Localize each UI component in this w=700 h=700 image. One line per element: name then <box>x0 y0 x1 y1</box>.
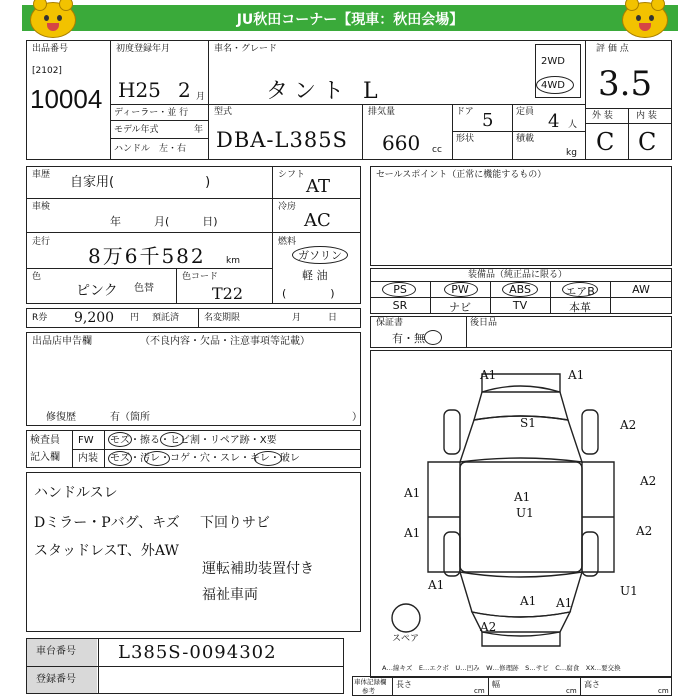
length-label: 長さ <box>396 680 412 689</box>
fw-items: モズ・擦る・ヒビ割・リペア跡・X要 <box>110 435 277 446</box>
equipment-item: PS <box>393 283 407 296</box>
type-value: DBA-L385S <box>216 128 348 152</box>
equipment-item: SR <box>392 299 408 312</box>
deposit-label: 預託済 <box>152 313 180 323</box>
cc-unit: cc <box>432 145 442 155</box>
fuel-paren: ( ) <box>282 287 335 300</box>
equipment-item: ABS <box>509 283 531 296</box>
cm-unit: cm <box>474 687 485 695</box>
damage-mark: A1 <box>568 368 585 382</box>
exterior-label: 外 装 <box>592 111 613 121</box>
bear-mascot-icon <box>30 2 76 38</box>
sales-point-block <box>370 166 672 266</box>
note-line: 運転補助装置付き <box>202 561 314 577</box>
chassis-value: L385S-0094302 <box>118 642 277 663</box>
note-line: 福祉車両 <box>202 587 258 603</box>
shape-label: 形状 <box>456 134 475 144</box>
door-label: ドア <box>456 107 474 117</box>
name-label: 車名・グレード <box>214 44 278 54</box>
ac-value: AC <box>304 210 331 231</box>
lot-code: [2102] <box>32 66 62 76</box>
note-line: Dミラー・Pバグ、キズ <box>34 515 180 531</box>
repair-value: 有（箇所 <box>110 412 150 423</box>
lot-label: 出品番号 <box>32 44 69 54</box>
inspector-mark <box>254 451 282 466</box>
damage-mark: A1 <box>428 578 445 592</box>
note-line: スタッドレスT、外AW <box>34 543 179 559</box>
displacement-label: 排気量 <box>368 107 396 117</box>
damage-mark: A1 <box>520 594 537 608</box>
equipment-item: AW <box>632 283 650 296</box>
equipment-mark <box>502 282 538 297</box>
mileage-label: 走行 <box>32 237 51 247</box>
color-code-label: 色コード <box>182 272 219 282</box>
report-label: 出品店申告欄 <box>32 336 92 347</box>
registration-label: 登録番号 <box>36 674 76 685</box>
vehicle-type-label: 車歴 <box>32 170 51 180</box>
damage-mark: U1 <box>620 584 638 598</box>
capacity-value: 4 <box>548 111 560 132</box>
fuel-label: 燃料 <box>278 237 297 247</box>
cm-unit: cm <box>566 687 577 695</box>
damage-mark: S1 <box>520 416 536 430</box>
ac-label: 冷房 <box>278 202 297 212</box>
grade-value: 3.5 <box>598 64 653 104</box>
month-unit: 月 <box>196 92 206 102</box>
height-label: 高さ <box>584 680 600 689</box>
first-reg-month: 2 <box>178 78 191 102</box>
recycle-unit: 円 <box>130 313 140 323</box>
guarantee-value: 有・無 <box>392 332 425 345</box>
vehicle-type-value: 自家用( ) <box>70 175 211 190</box>
km-unit: km <box>226 256 240 266</box>
first-reg-era: H25 <box>118 78 161 102</box>
repair-close: ） <box>352 412 362 423</box>
inspector-label-2: 記入欄 <box>30 452 60 463</box>
color-label: 色 <box>32 272 42 282</box>
damage-mark: A2 <box>480 620 497 634</box>
exterior-value: C <box>596 128 615 156</box>
equipment-item: PW <box>451 283 469 296</box>
model-year-label: モデル年式 <box>114 125 159 135</box>
later-label: 後日品 <box>470 318 498 328</box>
fuel-diesel: 軽 油 <box>302 269 328 282</box>
door-value: 5 <box>482 110 494 131</box>
cm-unit: cm <box>658 687 669 695</box>
damage-mark: A2 <box>636 524 653 538</box>
equipment-item: ナビ <box>449 301 471 314</box>
bear-mascot-icon <box>622 2 668 38</box>
header-title: JU秋田コーナー【現車：秋田会場】 <box>236 12 464 28</box>
equipment-item: TV <box>512 299 528 312</box>
damage-mark: A2 <box>620 418 637 432</box>
equipment-item: エアB <box>565 285 595 298</box>
inspector-label-1: 検査員 <box>30 435 60 446</box>
handle-label: ハンドル 左・右 <box>114 144 187 154</box>
guarantee-mark <box>424 330 442 345</box>
damage-mark: A1 <box>480 368 497 382</box>
damage-mark: A1 <box>404 486 421 500</box>
displacement-value: 660 <box>382 131 421 155</box>
equipment-mark <box>562 282 598 297</box>
capacity-label: 定員 <box>516 107 535 117</box>
interior-value: C <box>638 128 657 156</box>
damage-mark: A2 <box>640 474 657 488</box>
inspector-mark <box>144 451 170 466</box>
sales-point-label: セールスポイント（正常に機能するもの） <box>376 170 547 180</box>
note-line: 下回りサビ <box>200 515 270 531</box>
recycle-label: R券 <box>32 313 48 323</box>
dimension-label: 車体記録欄 <box>354 678 387 686</box>
spare-label: スペア <box>392 634 420 644</box>
mileage-value: 8万6千582 <box>88 244 206 268</box>
equipment-mark <box>382 282 416 297</box>
repair-label: 修復歴 <box>46 412 76 423</box>
inspector-mark <box>160 432 184 447</box>
damage-legend: A…線キズ E…エクボ U…凹み W…修理跡 S…サビ C…腐食 XX…要交換 <box>382 664 621 672</box>
fuel-mark <box>292 246 348 264</box>
interior-label: 内 装 <box>636 111 657 121</box>
color-change-label: 色替 <box>134 283 154 294</box>
recycle-value: 9,200 <box>74 310 115 326</box>
grade-label: 評 価 点 <box>596 44 629 54</box>
damage-mark: A1 <box>556 596 573 610</box>
damage-mark: U1 <box>516 506 534 520</box>
fuel-value: ガソリン <box>298 249 342 262</box>
width-label: 幅 <box>492 680 500 689</box>
name-value: タント L <box>266 79 384 104</box>
dealer-label: ディーラー・並 行 <box>114 108 189 118</box>
note-line: ハンドルスレ <box>34 485 118 501</box>
color-code-value: T22 <box>212 284 244 303</box>
year-unit: 年 <box>194 125 204 135</box>
damage-mark: A1 <box>514 490 531 504</box>
spare-tire-icon <box>392 604 420 632</box>
inspector-mark <box>108 432 132 447</box>
first-reg-label: 初度登録年月 <box>116 44 171 54</box>
drive-2wd: 2WD <box>541 56 565 67</box>
interior-check-label: 内装 <box>78 453 98 464</box>
fw-label: FW <box>78 435 94 446</box>
equipment-mark <box>444 282 478 297</box>
inspection-label: 車検 <box>32 202 51 212</box>
equipment-item: 本革 <box>569 301 591 314</box>
guarantee-label: 保証書 <box>376 318 404 328</box>
person-unit: 人 <box>568 120 578 130</box>
name-change-value: 月 日 <box>292 313 338 323</box>
name-change-label: 名変期限 <box>204 313 241 323</box>
equipment-label: 装備品（純正品に限る） <box>468 270 568 280</box>
drive-4wd-mark <box>536 76 574 94</box>
damage-mark: A1 <box>404 526 421 540</box>
interior-check-items: モズ・汚レ・コゲ・穴・スレ・キレ・破レ <box>110 453 300 464</box>
kg-unit: kg <box>566 148 577 158</box>
shift-label: シフト <box>278 170 306 180</box>
inspection-value: 年 月( 日) <box>110 215 218 228</box>
load-label: 積載 <box>516 134 535 144</box>
shift-value: AT <box>306 176 331 197</box>
type-label: 型式 <box>214 107 233 117</box>
reference-label: 参考 <box>362 687 375 695</box>
chassis-label: 車台番号 <box>36 646 76 657</box>
drive-4wd: 4WD <box>541 80 565 91</box>
lot-number: 10004 <box>30 84 103 114</box>
report-sub-label: （不良内容・欠品・注意事項等記載） <box>140 336 310 347</box>
header-bar <box>22 5 678 31</box>
color-value: ピンク <box>76 283 118 299</box>
inspector-mark <box>108 451 132 466</box>
